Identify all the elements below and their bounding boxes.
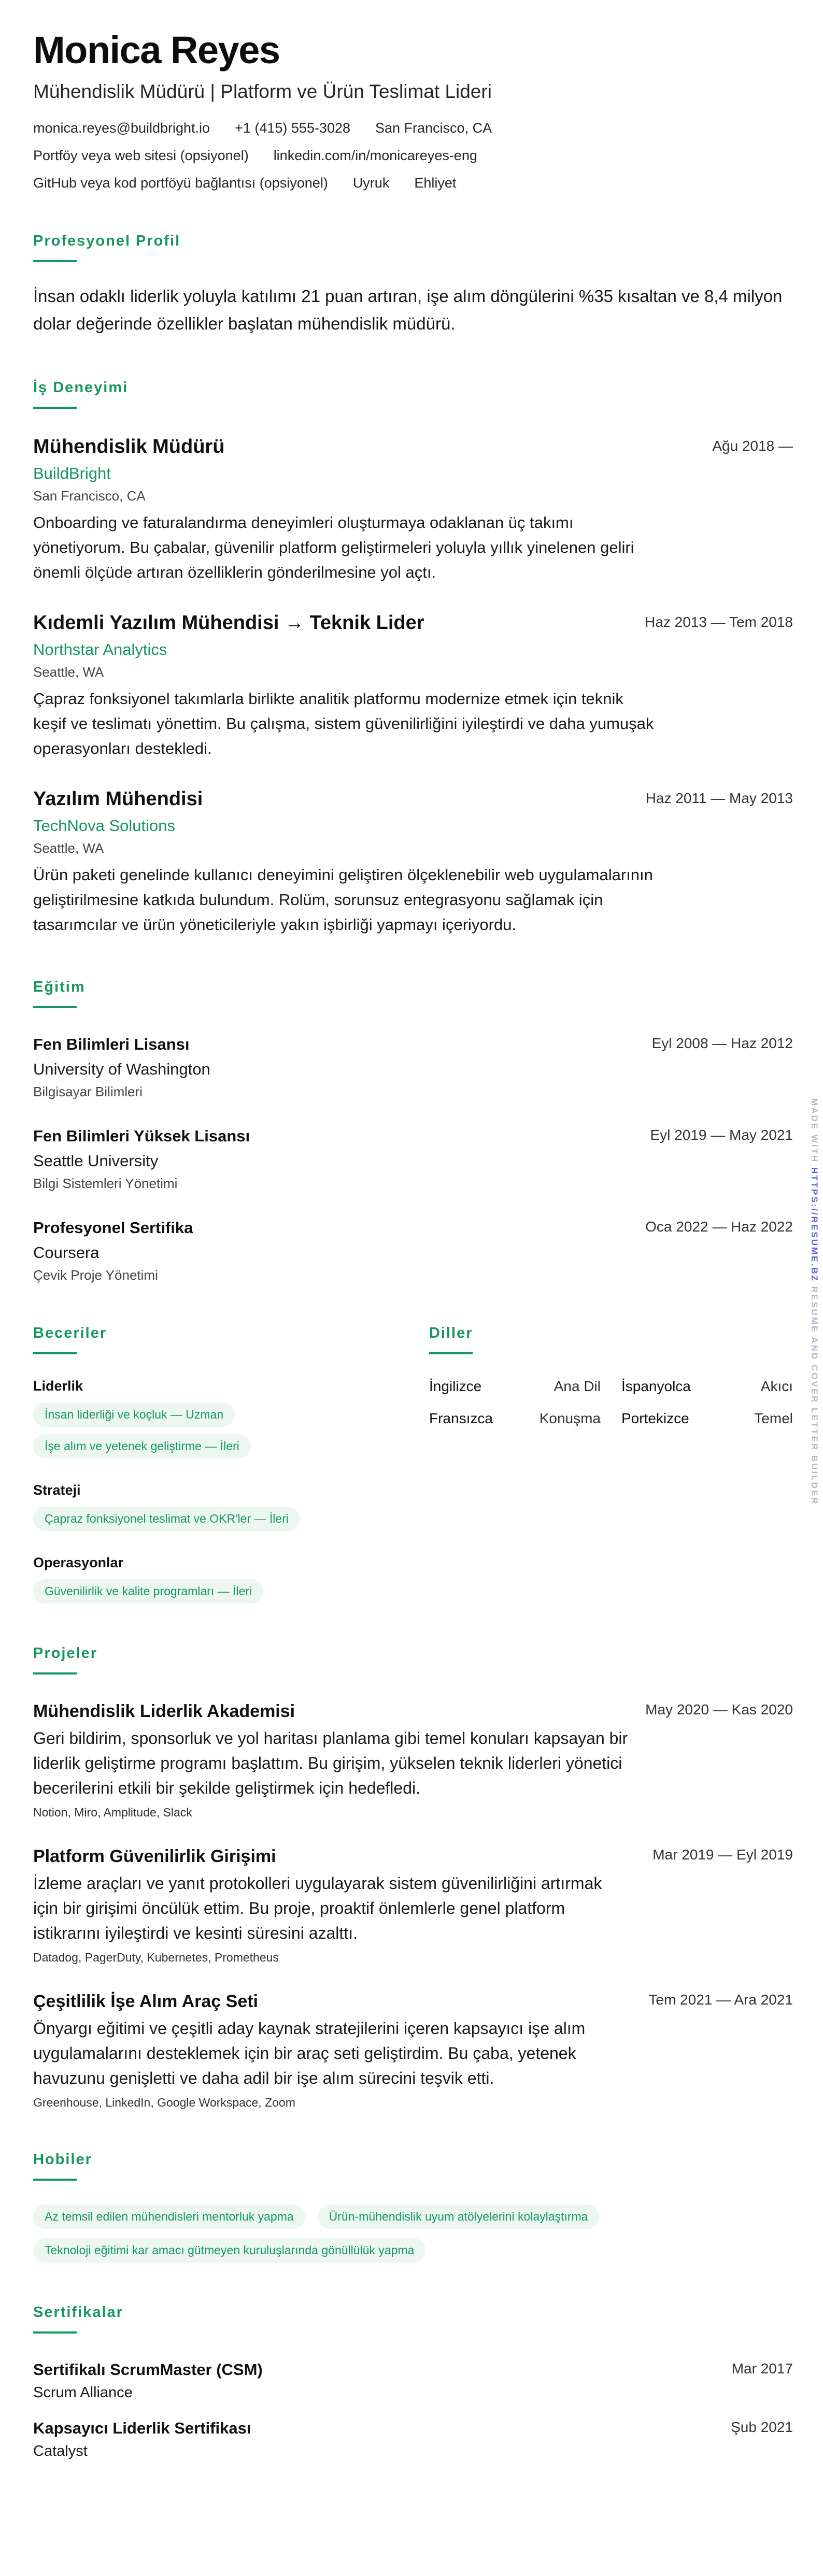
- language-item: [429, 1378, 601, 1395]
- language-name: Portekizce: [621, 1410, 689, 1427]
- section-divider: [33, 1352, 77, 1354]
- section-divider: [33, 260, 77, 262]
- education-field: Çevik Proje Yönetimi: [33, 1267, 158, 1283]
- hobbies-section: [33, 2151, 793, 2263]
- language-level: Akıcı: [760, 1378, 793, 1395]
- section-title: Projeler: [33, 1645, 97, 1662]
- nationality-text: Uyruk: [352, 175, 390, 191]
- skill-group-name: Strateji: [33, 1482, 81, 1498]
- job-role: Yazılım Mühendisi: [33, 788, 203, 810]
- job-description: Ürün paketi genelinde kullanıcı deneyimini geliştiren ölçeklenebilir web uygulamalarının geliştirilmesine katkıda bulundum. Rolüm, sorunsuz entegrasyonu sağlamak için tasarımcılar ve ürün yöneticileriyle yakın işbirliği yapmayı içeriyordu.: [33, 865, 653, 934]
- job-role: Kıdemli Yazılım Mühendisi → Teknik Lider: [33, 611, 424, 634]
- skill-group-name: Liderlik: [33, 1378, 83, 1394]
- education-dates: Eyl 2019 — May 2021: [650, 1127, 793, 1143]
- job-location: Seattle, WA: [33, 664, 104, 680]
- education-school: University of Washington: [33, 1060, 210, 1079]
- location-text: San Francisco, CA: [375, 120, 492, 136]
- certification-issuer: Catalyst: [33, 2443, 88, 2460]
- education-degree: Fen Bilimleri Lisansı: [33, 1035, 190, 1054]
- contact-row-primary: [33, 120, 793, 136]
- certifications-section: [33, 2304, 793, 2460]
- language-level: Temel: [754, 1410, 793, 1427]
- github-link[interactable]: GitHub veya kod portföyü bağlantısı (opsiyonel): [33, 175, 328, 191]
- candidate-name: Monica Reyes: [33, 28, 280, 71]
- education-school: Seattle University: [33, 1152, 159, 1170]
- education-section: [33, 979, 793, 1283]
- section-divider: [33, 407, 77, 409]
- resume-page: [33, 28, 793, 2460]
- phone-link[interactable]: +1 (415) 555-3028: [235, 120, 350, 136]
- languages-section: [429, 1325, 793, 1604]
- section-title: Diller: [429, 1325, 473, 1342]
- skill-group-name: Operasyonlar: [33, 1555, 124, 1571]
- education-school: Coursera: [33, 1243, 100, 1262]
- skill-chip: Çapraz fonksiyonel teslimat ve OKR'ler — İleri: [33, 1507, 300, 1531]
- skill-group: [33, 1378, 429, 1458]
- email-link[interactable]: monica.reyes@buildbright.io: [33, 120, 210, 136]
- section-divider: [33, 2179, 77, 2181]
- section-divider: [33, 2331, 77, 2334]
- education-entry: [33, 1127, 793, 1192]
- project-tech: Datadog, PagerDuty, Kubernetes, Prometheus: [33, 1951, 279, 1965]
- project-dates: Tem 2021 — Ara 2021: [648, 1992, 793, 2008]
- section-divider: [429, 1352, 473, 1354]
- job-company: Northstar Analytics: [33, 640, 167, 659]
- job-dates: Ağu 2018 —: [712, 437, 793, 454]
- hobby-chip: Az temsil edilen mühendisleri mentorluk yapma: [33, 2205, 305, 2229]
- job-description: Çapraz fonksiyonel takımlarla birlikte analitik platformu modernize etmek için teknik keşif ve teslimatı yönettim. Bu çalışma, sistem güvenilirliğini iyileştirdi ve daha yumuşak operasyonları destekledi.: [33, 689, 654, 757]
- education-dates: Oca 2022 — Haz 2022: [645, 1219, 793, 1235]
- job-dates: Haz 2011 — May 2013: [645, 790, 793, 806]
- language-level: Ana Dil: [554, 1378, 601, 1395]
- section-title: Hobiler: [33, 2151, 92, 2168]
- skills-section: [33, 1325, 429, 1604]
- candidate-headline: Mühendislik Müdürü | Platform ve Ürün Teslimat Lideri: [33, 81, 492, 102]
- language-level: Konuşma: [539, 1410, 601, 1427]
- language-item: [621, 1410, 793, 1427]
- hobby-chip: Ürün-mühendislik uyum atölyelerini kolaylaştırma: [318, 2205, 600, 2229]
- skill-chips: [33, 1403, 429, 1458]
- summary-text: İnsan odaklı liderlik yoluyla katılımı 21 puan artıran, işe alım döngülerini %35 kısaltan ve 8,4 milyon dolar değerinde özellikler başlatan mühendislik müdürü.: [33, 287, 783, 333]
- section-divider: [33, 1006, 77, 1008]
- certification-name: Sertifikalı ScrumMaster (CSM): [33, 2360, 263, 2379]
- certification-issuer: Scrum Alliance: [33, 2384, 133, 2401]
- education-entry: [33, 1219, 793, 1283]
- job-entry: [33, 612, 793, 761]
- hobby-chip: Teknoloji eğitimi kar amacı gütmeyen kuruluşlarında gönüllülük yapma: [33, 2238, 425, 2263]
- section-title: Eğitim: [33, 979, 86, 996]
- skill-group: [33, 1482, 429, 1531]
- license-text: Ehliyet: [414, 175, 457, 191]
- certification-entry: [33, 2360, 793, 2401]
- watermark-link[interactable]: HTTPS://RESUME.BZ: [810, 1167, 819, 1282]
- certification-name: Kapsayıcı Liderlik Sertifikası: [33, 2419, 251, 2438]
- skill-chip: Güvenilirlik ve kalite programları — İleri: [33, 1579, 263, 1604]
- contact-row-extra: [33, 175, 793, 191]
- languages-grid: [429, 1378, 793, 1442]
- project-tech: Greenhouse, LinkedIn, Google Workspace, Zoom: [33, 2096, 295, 2110]
- project-name: Mühendislik Liderlik Akademisi: [33, 1701, 295, 1722]
- project-description: Geri bildirim, sponsorluk ve yol haritası planlama gibi temel konuları kapsayan bir liderlik geliştirme programı başlattım. Bu girişim, yükselen teknik liderleri yönetici becerilerini etkili bir şekilde geliştirmek için hedefledi.: [33, 1729, 628, 1798]
- section-title: Beceriler: [33, 1325, 107, 1342]
- section-divider: [33, 1672, 77, 1675]
- skill-chip: İşe alım ve yetenek geliştirme — İleri: [33, 1434, 251, 1458]
- job-location: San Francisco, CA: [33, 488, 146, 504]
- education-field: Bilgi Sistemleri Yönetimi: [33, 1176, 178, 1192]
- certification-date: Mar 2017: [731, 2360, 793, 2377]
- project-entry: [33, 1992, 793, 2110]
- language-item: [621, 1378, 793, 1395]
- website-link[interactable]: Portföy veya web sitesi (opsiyonel): [33, 148, 249, 163]
- education-entry: [33, 1035, 793, 1100]
- project-name: Platform Güvenilirlik Girişimi: [33, 1847, 276, 1867]
- project-description: İzleme araçları ve yanıt protokolleri uygulayarak sistem güvenilirliğini artırmak için bir girişimi öncülük ettim. Bu proje, proaktif önlemlerle genel platform istikrarını iyileştirdi ve kesinti süresini azalttı.: [33, 1874, 602, 1943]
- education-degree: Fen Bilimleri Yüksek Lisansı: [33, 1127, 250, 1146]
- certification-entry: [33, 2419, 793, 2460]
- certification-date: Şub 2021: [731, 2419, 793, 2436]
- contact-row-links: [33, 148, 793, 164]
- job-role: Mühendislik Müdürü: [33, 435, 225, 457]
- language-item: [429, 1410, 601, 1427]
- project-dates: May 2020 — Kas 2020: [645, 1701, 793, 1718]
- job-description: Onboarding ve faturalandırma deneyimleri oluşturmaya odaklanan üç takımı yönetiyorum. Bu çabalar, güvenilir platform geliştirmeleri yoluyla yıllık yinelenen geliri önemli ölçüde artıran özelliklerin gönderilmesine yol açtı.: [33, 513, 634, 581]
- watermark-prefix: MADE WITH: [810, 1098, 819, 1167]
- education-field: Bilgisayar Bilimleri: [33, 1084, 143, 1100]
- job-company: BuildBright: [33, 464, 111, 482]
- language-name: Fransızca: [429, 1410, 493, 1427]
- section-title: Profesyonel Profil: [33, 233, 181, 249]
- project-tech: Notion, Miro, Amplitude, Slack: [33, 1806, 192, 1820]
- watermark-suffix: RESUME AND COVER LETTER BUILDER: [810, 1282, 819, 1506]
- project-entry: [33, 1847, 793, 1965]
- job-entry: [33, 788, 793, 937]
- skill-chips: [33, 1507, 429, 1531]
- project-entry: [33, 1701, 793, 1820]
- experience-section: [33, 379, 793, 937]
- resume-header: [33, 28, 793, 191]
- linkedin-link[interactable]: linkedin.com/in/monicareyes-eng: [273, 148, 477, 163]
- job-company: TechNova Solutions: [33, 816, 175, 835]
- job-location: Seattle, WA: [33, 840, 104, 856]
- language-name: İngilizce: [429, 1378, 482, 1395]
- job-dates: Haz 2013 — Tem 2018: [645, 613, 793, 630]
- project-dates: Mar 2019 — Eyl 2019: [652, 1847, 793, 1863]
- language-name: İspanyolca: [621, 1378, 691, 1395]
- section-title: Sertifikalar: [33, 2304, 123, 2321]
- skill-group: [33, 1555, 429, 1604]
- project-name: Çeşitlilik İşe Alım Araç Seti: [33, 1992, 258, 2012]
- job-entry: [33, 436, 793, 585]
- skill-chip: İnsan liderliği ve koçluk — Uzman: [33, 1403, 235, 1427]
- projects-section: [33, 1645, 793, 2110]
- education-degree: Profesyonel Sertifika: [33, 1219, 193, 1237]
- builder-watermark: [809, 1098, 819, 1506]
- skill-chips: [33, 1579, 429, 1604]
- project-description: Önyargı eğitimi ve çeşitli aday kaynak stratejilerini içeren kapsayıcı işe alım uygulamalarını desteklemek için bir araç seti geliştirdim. Bu çaba, yetenek havuzunu genişletti ve daha adil bir işe alım sürecini teşvik etti.: [33, 2019, 586, 2088]
- education-dates: Eyl 2008 — Haz 2012: [651, 1035, 793, 1052]
- skills-languages-row: [33, 1325, 793, 1604]
- hobby-chips: [33, 2205, 793, 2263]
- section-title: İş Deneyimi: [33, 379, 129, 396]
- summary-section: [33, 233, 793, 338]
